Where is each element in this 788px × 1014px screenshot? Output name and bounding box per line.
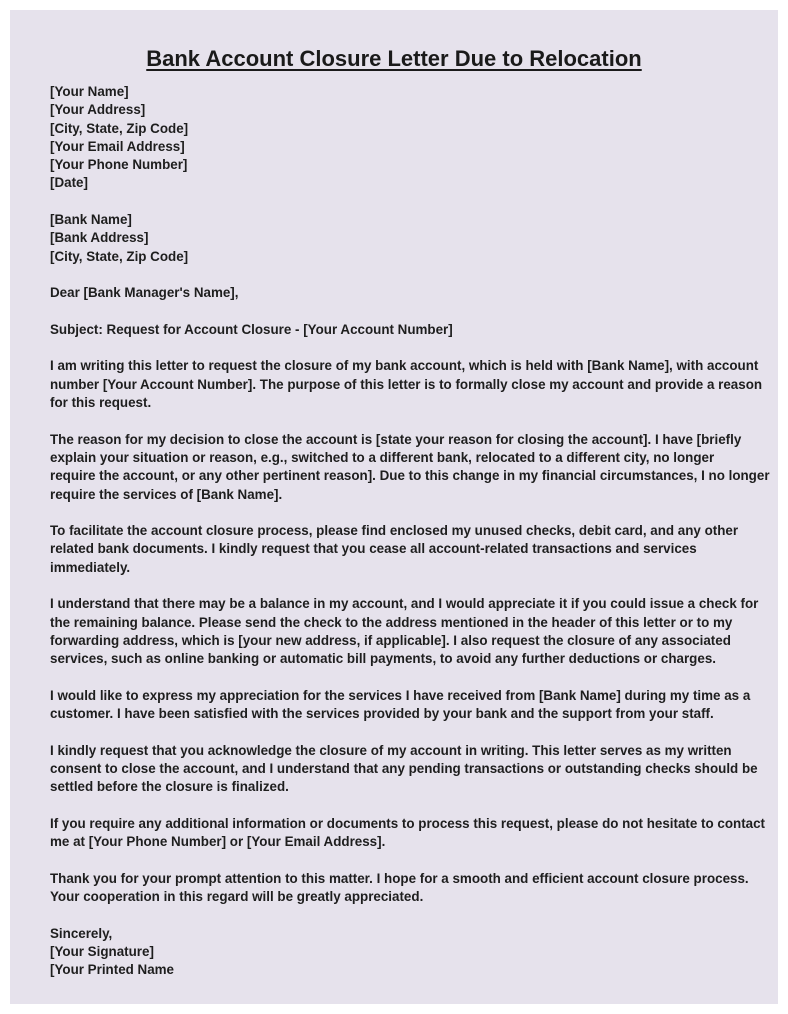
paragraph-line: I am writing this letter to request the closure of my bank account, which is held with [Bank Name], with account xyxy=(50,358,759,374)
salutation xyxy=(50,284,762,302)
closing-phrase: Sincerely, xyxy=(50,925,113,941)
paragraph-line: require the services of [Bank Name]. xyxy=(50,486,283,502)
paragraph-line: related bank documents. I kindly request that you cease all account-related transactions and services xyxy=(50,541,697,557)
paragraph-line: services, such as online banking or automatic bill payments, to avoid any further deductions or charges. xyxy=(50,651,716,667)
paragraph-line: To facilitate the account closure process, please find enclosed my unused checks, debit card, and any other xyxy=(50,523,739,539)
subject-text: Subject: Request for Account Closure - [Your Account Number] xyxy=(50,321,453,337)
sender-city-state-zip: [City, State, Zip Code] xyxy=(50,120,189,136)
paragraph-line: I would like to express my appreciation for the services I have received from [Bank Name] during my time as a xyxy=(50,687,751,703)
bank-address: [Bank Address] xyxy=(50,230,149,246)
paragraph-5 xyxy=(50,687,762,724)
paragraph-4 xyxy=(50,595,762,668)
paragraph-line: number [Your Account Number]. The purpose of this letter is to formally close my account and provide a reason xyxy=(50,376,763,392)
salutation-text: Dear [Bank Manager's Name], xyxy=(50,285,239,301)
paragraph-line: for this request. xyxy=(50,395,152,411)
paragraph-line: consent to close the account, and I understand that any pending transactions or outstanding checks should be xyxy=(50,760,758,776)
sender-address: [Your Address] xyxy=(50,102,146,118)
signature-placeholder: [Your Signature] xyxy=(50,943,154,959)
paragraph-6 xyxy=(50,742,762,797)
bank-city-state-zip: [City, State, Zip Code] xyxy=(50,248,189,264)
paragraph-line: me at [Your Phone Number] or [Your Email Address]. xyxy=(50,834,386,850)
letter-date: [Date] xyxy=(50,175,88,191)
letter-title: Bank Account Closure Letter Due to Relocation xyxy=(146,46,642,71)
sender-phone: [Your Phone Number] xyxy=(50,157,188,173)
paragraph-line: Your cooperation in this regard will be greatly appreciated. xyxy=(50,889,424,905)
letter-body xyxy=(50,83,770,998)
letter-page xyxy=(10,10,778,1004)
paragraph-line: require the account, or any other pertinent reason]. Due to this change in my financial circumstances, I no longer xyxy=(50,468,770,484)
closing-block xyxy=(50,925,762,980)
subject-line xyxy=(50,321,762,339)
paragraph-line: The reason for my decision to close the account is [state your reason for closing the account]. I have [briefly xyxy=(50,431,742,447)
paragraph-8 xyxy=(50,870,762,907)
paragraph-line: If you require any additional information or documents to process this request, please do not hesitate to contact xyxy=(50,815,766,831)
paragraph-line: customer. I have been satisfied with the services provided by your bank and the support from your staff. xyxy=(50,706,714,722)
paragraph-1 xyxy=(50,357,762,412)
paragraph-line: I kindly request that you acknowledge the closure of my account in writing. This letter serves as my written xyxy=(50,742,732,758)
sender-address-block xyxy=(50,83,762,193)
paragraph-line: immediately. xyxy=(50,559,131,575)
paragraph-line: forwarding address, which is [your new address, if applicable]. I also request the closure of any associated xyxy=(50,632,731,648)
paragraph-line: settled before the closure is finalized. xyxy=(50,779,289,795)
recipient-address-block xyxy=(50,211,762,266)
paragraph-3 xyxy=(50,522,762,577)
sender-email: [Your Email Address] xyxy=(50,138,185,154)
paragraph-line: the remaining balance. Please send the check to the address mentioned in the header of this letter or to my xyxy=(50,614,733,630)
sender-name: [Your Name] xyxy=(50,84,129,99)
paragraph-line: Thank you for your prompt attention to this matter. I hope for a smooth and efficient account closure process. xyxy=(50,870,749,886)
paragraph-2 xyxy=(50,431,770,504)
paragraph-line: I understand that there may be a balance in my account, and I would appreciate it if you could issue a check for xyxy=(50,596,759,612)
bank-name: [Bank Name] xyxy=(50,212,132,228)
paragraph-line: explain your situation or reason, e.g., switched to a different bank, relocated to a different city, no longer xyxy=(50,449,715,465)
printed-name-placeholder: [Your Printed Name xyxy=(50,962,175,978)
paragraph-7 xyxy=(50,815,766,852)
